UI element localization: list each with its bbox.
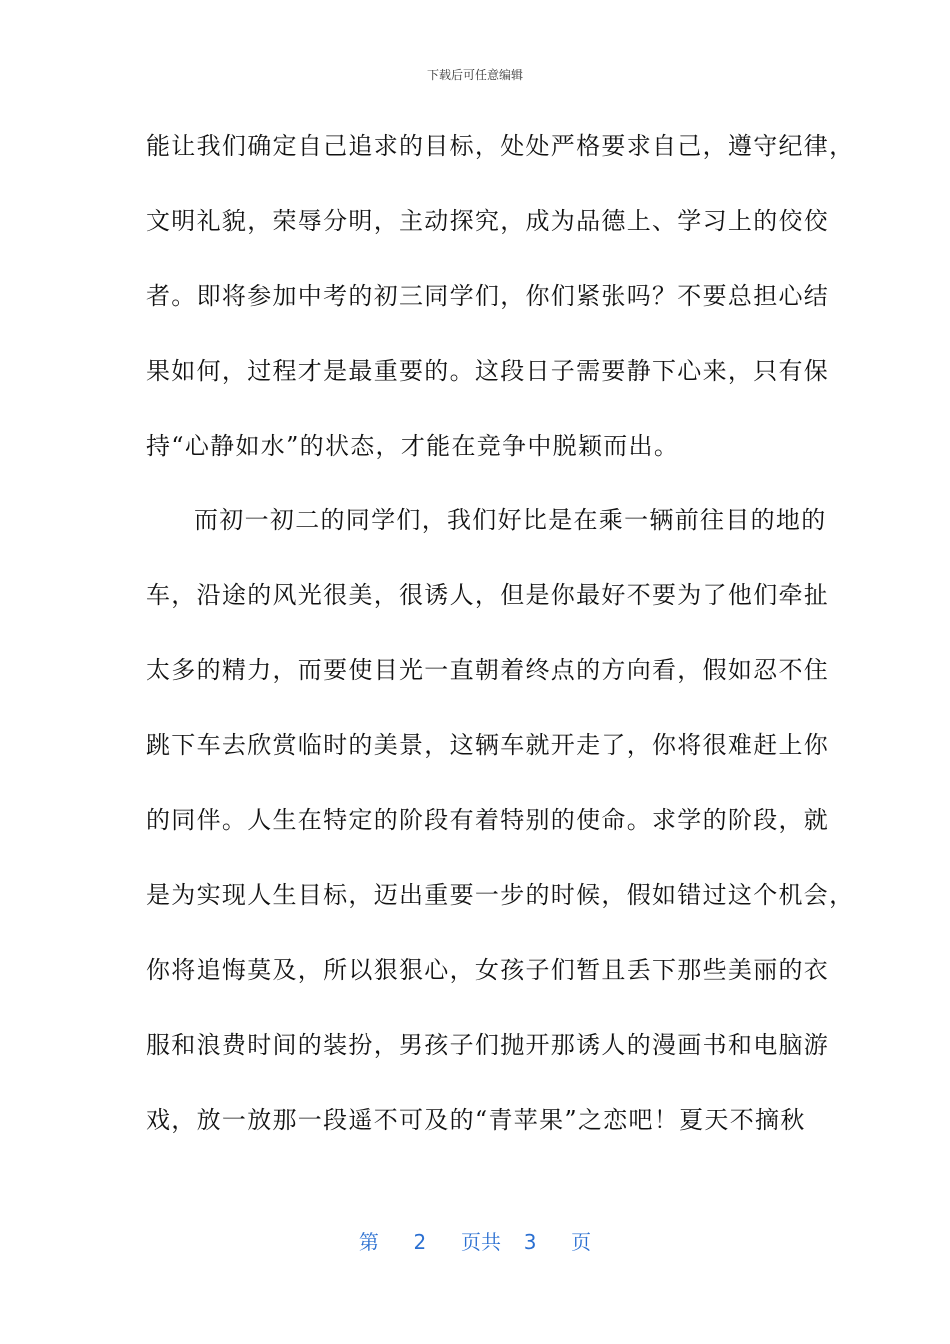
paragraph-line: 而初一初二的同学们，我们好比是在乘一辆前往目的地的 bbox=[194, 506, 827, 534]
paragraph-line: 戏，放一放那一段遥不可及的“青苹果”之恋吧！夏天不摘秋 bbox=[146, 1106, 806, 1134]
paragraph-line: 车，沿途的风光很美，很诱人，但是你最好不要为了他们牵扯 bbox=[146, 581, 830, 609]
paragraph-line: 的同伴。人生在特定的阶段有着特别的使命。求学的阶段，就 bbox=[146, 806, 830, 834]
footer-prefix: 第 bbox=[358, 1230, 379, 1254]
paragraph-line: 持“心静如水”的状态，才能在竞争中脱颖而出。 bbox=[146, 432, 680, 460]
footer-middle: 页共 bbox=[461, 1230, 501, 1254]
paragraph-line: 是为实现人生目标，迈出重要一步的时候，假如错过这个机会， bbox=[146, 881, 855, 909]
paragraph-line: 者。即将参加中考的初三同学们，你们紧张吗？不要总担心结 bbox=[146, 282, 830, 310]
footer-current-page: 2 bbox=[413, 1230, 427, 1254]
header-text: 下载后可任意编辑 bbox=[426, 68, 523, 82]
page-number-footer bbox=[0, 1226, 950, 1255]
paragraph-line: 服和浪费时间的装扮，男孩子们抛开那诱人的漫画书和电脑游 bbox=[146, 1031, 830, 1059]
paragraph-line: 果如何，过程才是最重要的。这段日子需要静下心来，只有保 bbox=[146, 357, 830, 385]
footer-total-pages: 3 bbox=[523, 1230, 537, 1254]
paragraph-line: 文明礼貌，荣辱分明，主动探究，成为品德上、学习上的佼佼 bbox=[146, 207, 830, 235]
paragraph-line: 你将追悔莫及，所以狠狠心，女孩子们暂且丢下那些美丽的衣 bbox=[146, 956, 830, 984]
paragraph-line: 能让我们确定自己追求的目标，处处严格要求自己，遵守纪律， bbox=[146, 132, 855, 160]
paragraph-line: 太多的精力，而要使目光一直朝着终点的方向看，假如忍不住 bbox=[146, 656, 830, 684]
page-header bbox=[0, 66, 950, 83]
paragraph-line: 跳下车去欣赏临时的美景，这辆车就开走了，你将很难赶上你 bbox=[146, 731, 830, 759]
footer-suffix: 页 bbox=[571, 1230, 592, 1254]
